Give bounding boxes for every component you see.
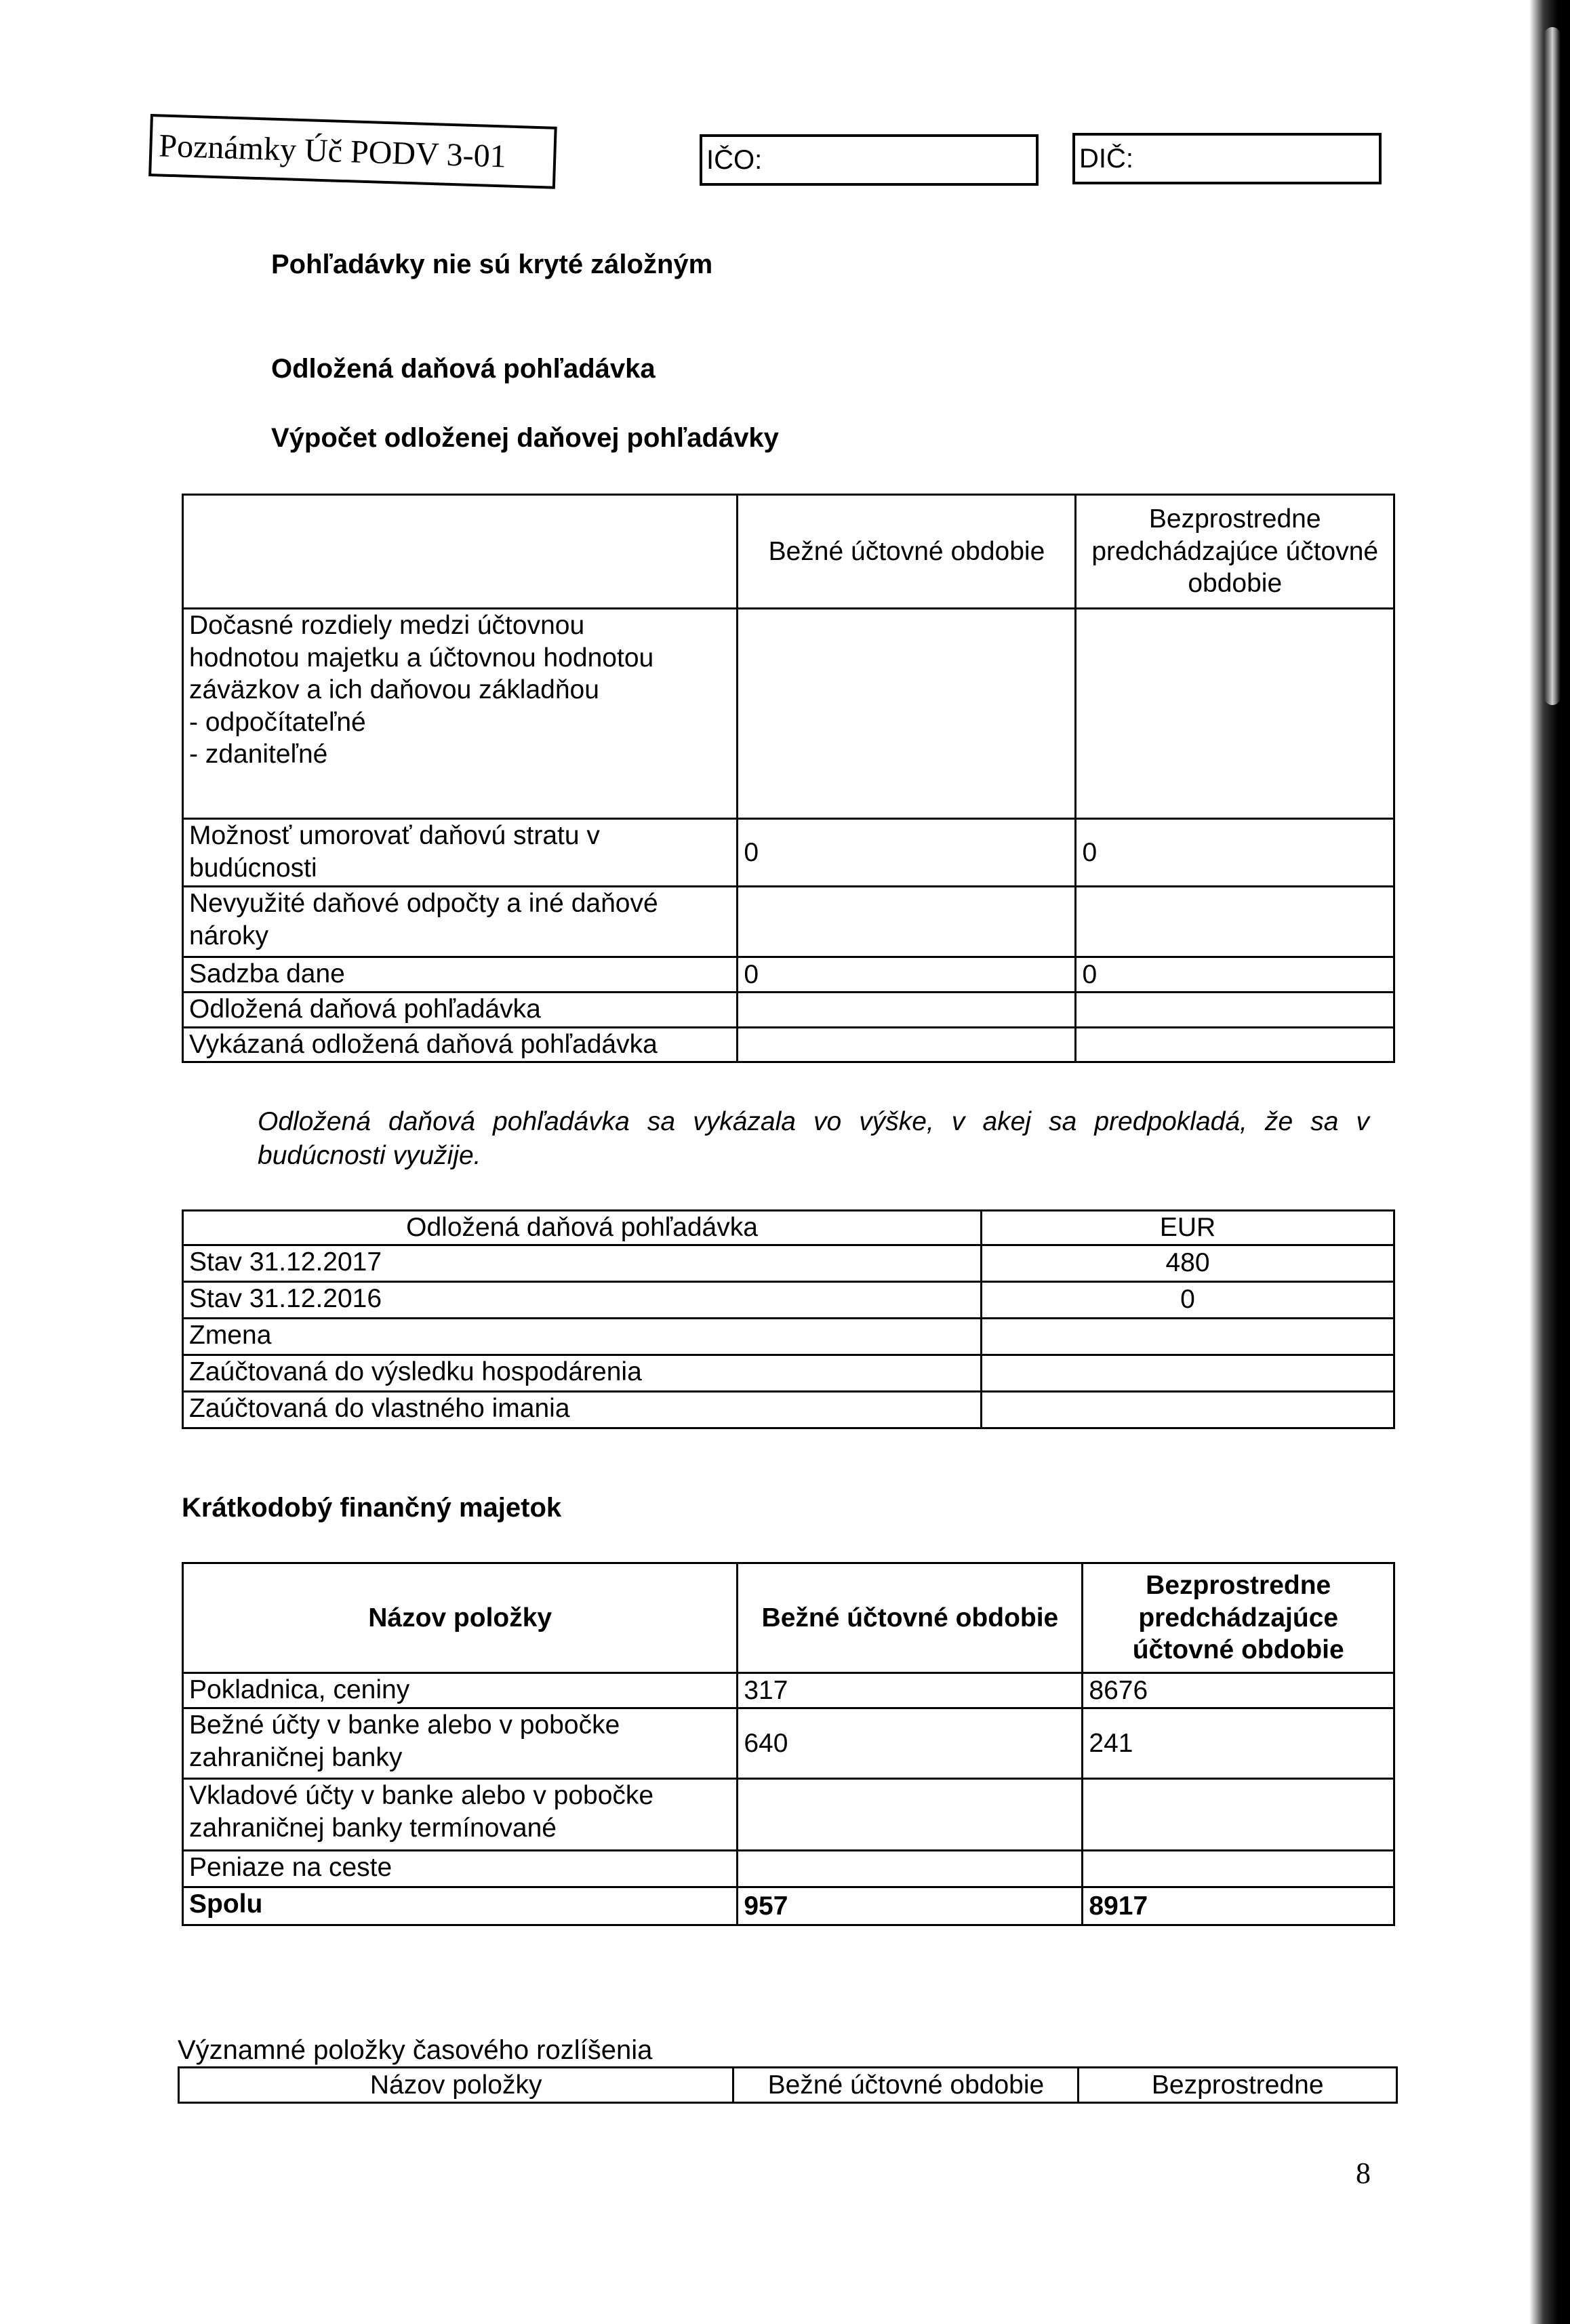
header-cell-previous: Bezprostredne predchádzajúce účtovné obdobie <box>1076 495 1394 609</box>
cell-current <box>738 609 1076 819</box>
cell-previous <box>1076 1028 1394 1062</box>
table-row <box>183 1779 1394 1851</box>
cell-current: 0 <box>738 957 1076 993</box>
scan-edge-highlight <box>1544 27 1561 705</box>
table-row <box>183 819 1394 887</box>
row-label: Zmena <box>183 1318 982 1355</box>
table-header-row <box>183 495 1394 609</box>
deferred-tax-note: Odložená daňová pohľadávka sa vykázala vo výške, v akej sa predpokladá, že sa v budúcnosti využije. <box>258 1107 1369 1170</box>
row-label: Vkladové účty v banke alebo v pobočke zahraničnej banky termínované <box>183 1779 738 1851</box>
cell-previous: 241 <box>1083 1708 1394 1779</box>
table-row <box>183 1281 1394 1318</box>
financial-assets-table <box>182 1562 1395 1926</box>
row-label: Bežné účty v banke alebo v pobočke zahraničnej banky <box>183 1708 738 1779</box>
row-label: Pokladnica, ceniny <box>183 1673 738 1708</box>
row-label: Odložená daňová pohľadávka <box>183 993 738 1028</box>
table-row <box>183 1673 1394 1708</box>
table-row <box>183 609 1394 819</box>
row-label: Zaúčtovaná do výsledku hospodárenia <box>183 1355 982 1391</box>
total-current: 957 <box>738 1887 1083 1925</box>
deferred-tax-calc-table <box>182 494 1395 1063</box>
header-cell-item: Názov položky <box>183 1563 738 1673</box>
table-header-row <box>179 2068 1397 2103</box>
accruals-table <box>178 2066 1398 2104</box>
header-cell-previous: Bezprostredne predchádzajúce účtovné obdobie <box>1083 1563 1394 1673</box>
cell-value <box>982 1318 1394 1355</box>
table-row <box>183 1318 1394 1355</box>
cell-previous <box>1076 887 1394 957</box>
table-row <box>183 993 1394 1028</box>
heading-deferred-tax-asset: Odložená daňová pohľadávka <box>271 354 656 384</box>
form-code: Poznámky Úč PODV 3-01 <box>158 127 507 174</box>
row-label: Peniaze na ceste <box>183 1851 738 1887</box>
row-label: Stav 31.12.2017 <box>183 1245 982 1281</box>
cell-value <box>982 1391 1394 1428</box>
cell-current <box>738 1028 1076 1062</box>
heading-receivables-not-secured: Pohľadávky nie sú kryté záložným <box>271 249 713 279</box>
cell-value <box>982 1355 1394 1391</box>
cell-previous: 0 <box>1076 957 1394 993</box>
cell-current <box>738 1779 1083 1851</box>
row-label: Vykázaná odložená daňová pohľadávka <box>183 1028 738 1062</box>
total-previous: 8917 <box>1083 1887 1394 1925</box>
heading-accruals: Významné položky časového rozlíšenia <box>178 2035 653 2065</box>
header-cell-previous: Bezprostredne <box>1079 2068 1397 2103</box>
row-label: Nevyužité daňové odpočty a iné daňové nároky <box>183 887 738 957</box>
cell-current: 317 <box>738 1673 1083 1708</box>
table-header-row <box>183 1211 1394 1245</box>
header-cell-empty <box>183 495 738 609</box>
ico-field[interactable] <box>700 134 1039 186</box>
cell-value: 0 <box>982 1281 1394 1318</box>
deferred-tax-balance-table <box>182 1209 1395 1429</box>
form-code-box <box>148 114 557 189</box>
heading-short-term-financial-assets: Krátkodobý finančný majetok <box>182 1493 562 1523</box>
cell-current <box>738 1851 1083 1887</box>
table-row <box>183 1708 1394 1779</box>
cell-previous <box>1076 609 1394 819</box>
total-label: Spolu <box>183 1887 738 1925</box>
page-number: 8 <box>1356 2157 1371 2190</box>
cell-previous <box>1076 993 1394 1028</box>
heading-deferred-tax-calc: Výpočet odloženej daňovej pohľadávky <box>271 423 779 453</box>
cell-previous: 8676 <box>1083 1673 1394 1708</box>
row-label: Dočasné rozdiely medzi účtovnou hodnotou majetku a účtovnou hodnotou záväzkov a ich daňovou základňou - odpočítateľné - zdaniteľné <box>183 609 738 819</box>
cell-current <box>738 993 1076 1028</box>
dic-label: DIČ: <box>1079 143 1133 174</box>
header-cell-current: Bežné účtovné obdobie <box>738 495 1076 609</box>
table-row <box>183 1028 1394 1062</box>
table-row <box>183 957 1394 993</box>
table-header-row <box>183 1563 1394 1673</box>
dic-field[interactable] <box>1072 133 1382 184</box>
cell-value: 480 <box>982 1245 1394 1281</box>
row-label: Sadzba dane <box>183 957 738 993</box>
header-cell-current: Bežné účtovné obdobie <box>733 2068 1079 2103</box>
row-label: Zaúčtovaná do vlastného imania <box>183 1391 982 1428</box>
table-total-row <box>183 1887 1394 1925</box>
cell-previous: 0 <box>1076 819 1394 887</box>
header-cell-item: Názov položky <box>179 2068 733 2103</box>
row-label: Možnosť umorovať daňovú stratu v budúcnosti <box>183 819 738 887</box>
header-cell-label: Odložená daňová pohľadávka <box>183 1211 982 1245</box>
header-cell-currency: EUR <box>982 1211 1394 1245</box>
row-label: Stav 31.12.2016 <box>183 1281 982 1318</box>
table-row <box>183 1851 1394 1887</box>
cell-current <box>738 887 1076 957</box>
table-row <box>183 887 1394 957</box>
ico-label: IČO: <box>706 144 763 175</box>
table-row <box>183 1355 1394 1391</box>
cell-previous <box>1083 1851 1394 1887</box>
cell-current: 0 <box>738 819 1076 887</box>
cell-previous <box>1083 1779 1394 1851</box>
cell-current: 640 <box>738 1708 1083 1779</box>
table-row <box>183 1391 1394 1428</box>
table-row <box>183 1245 1394 1281</box>
header-cell-current: Bežné účtovné obdobie <box>738 1563 1083 1673</box>
